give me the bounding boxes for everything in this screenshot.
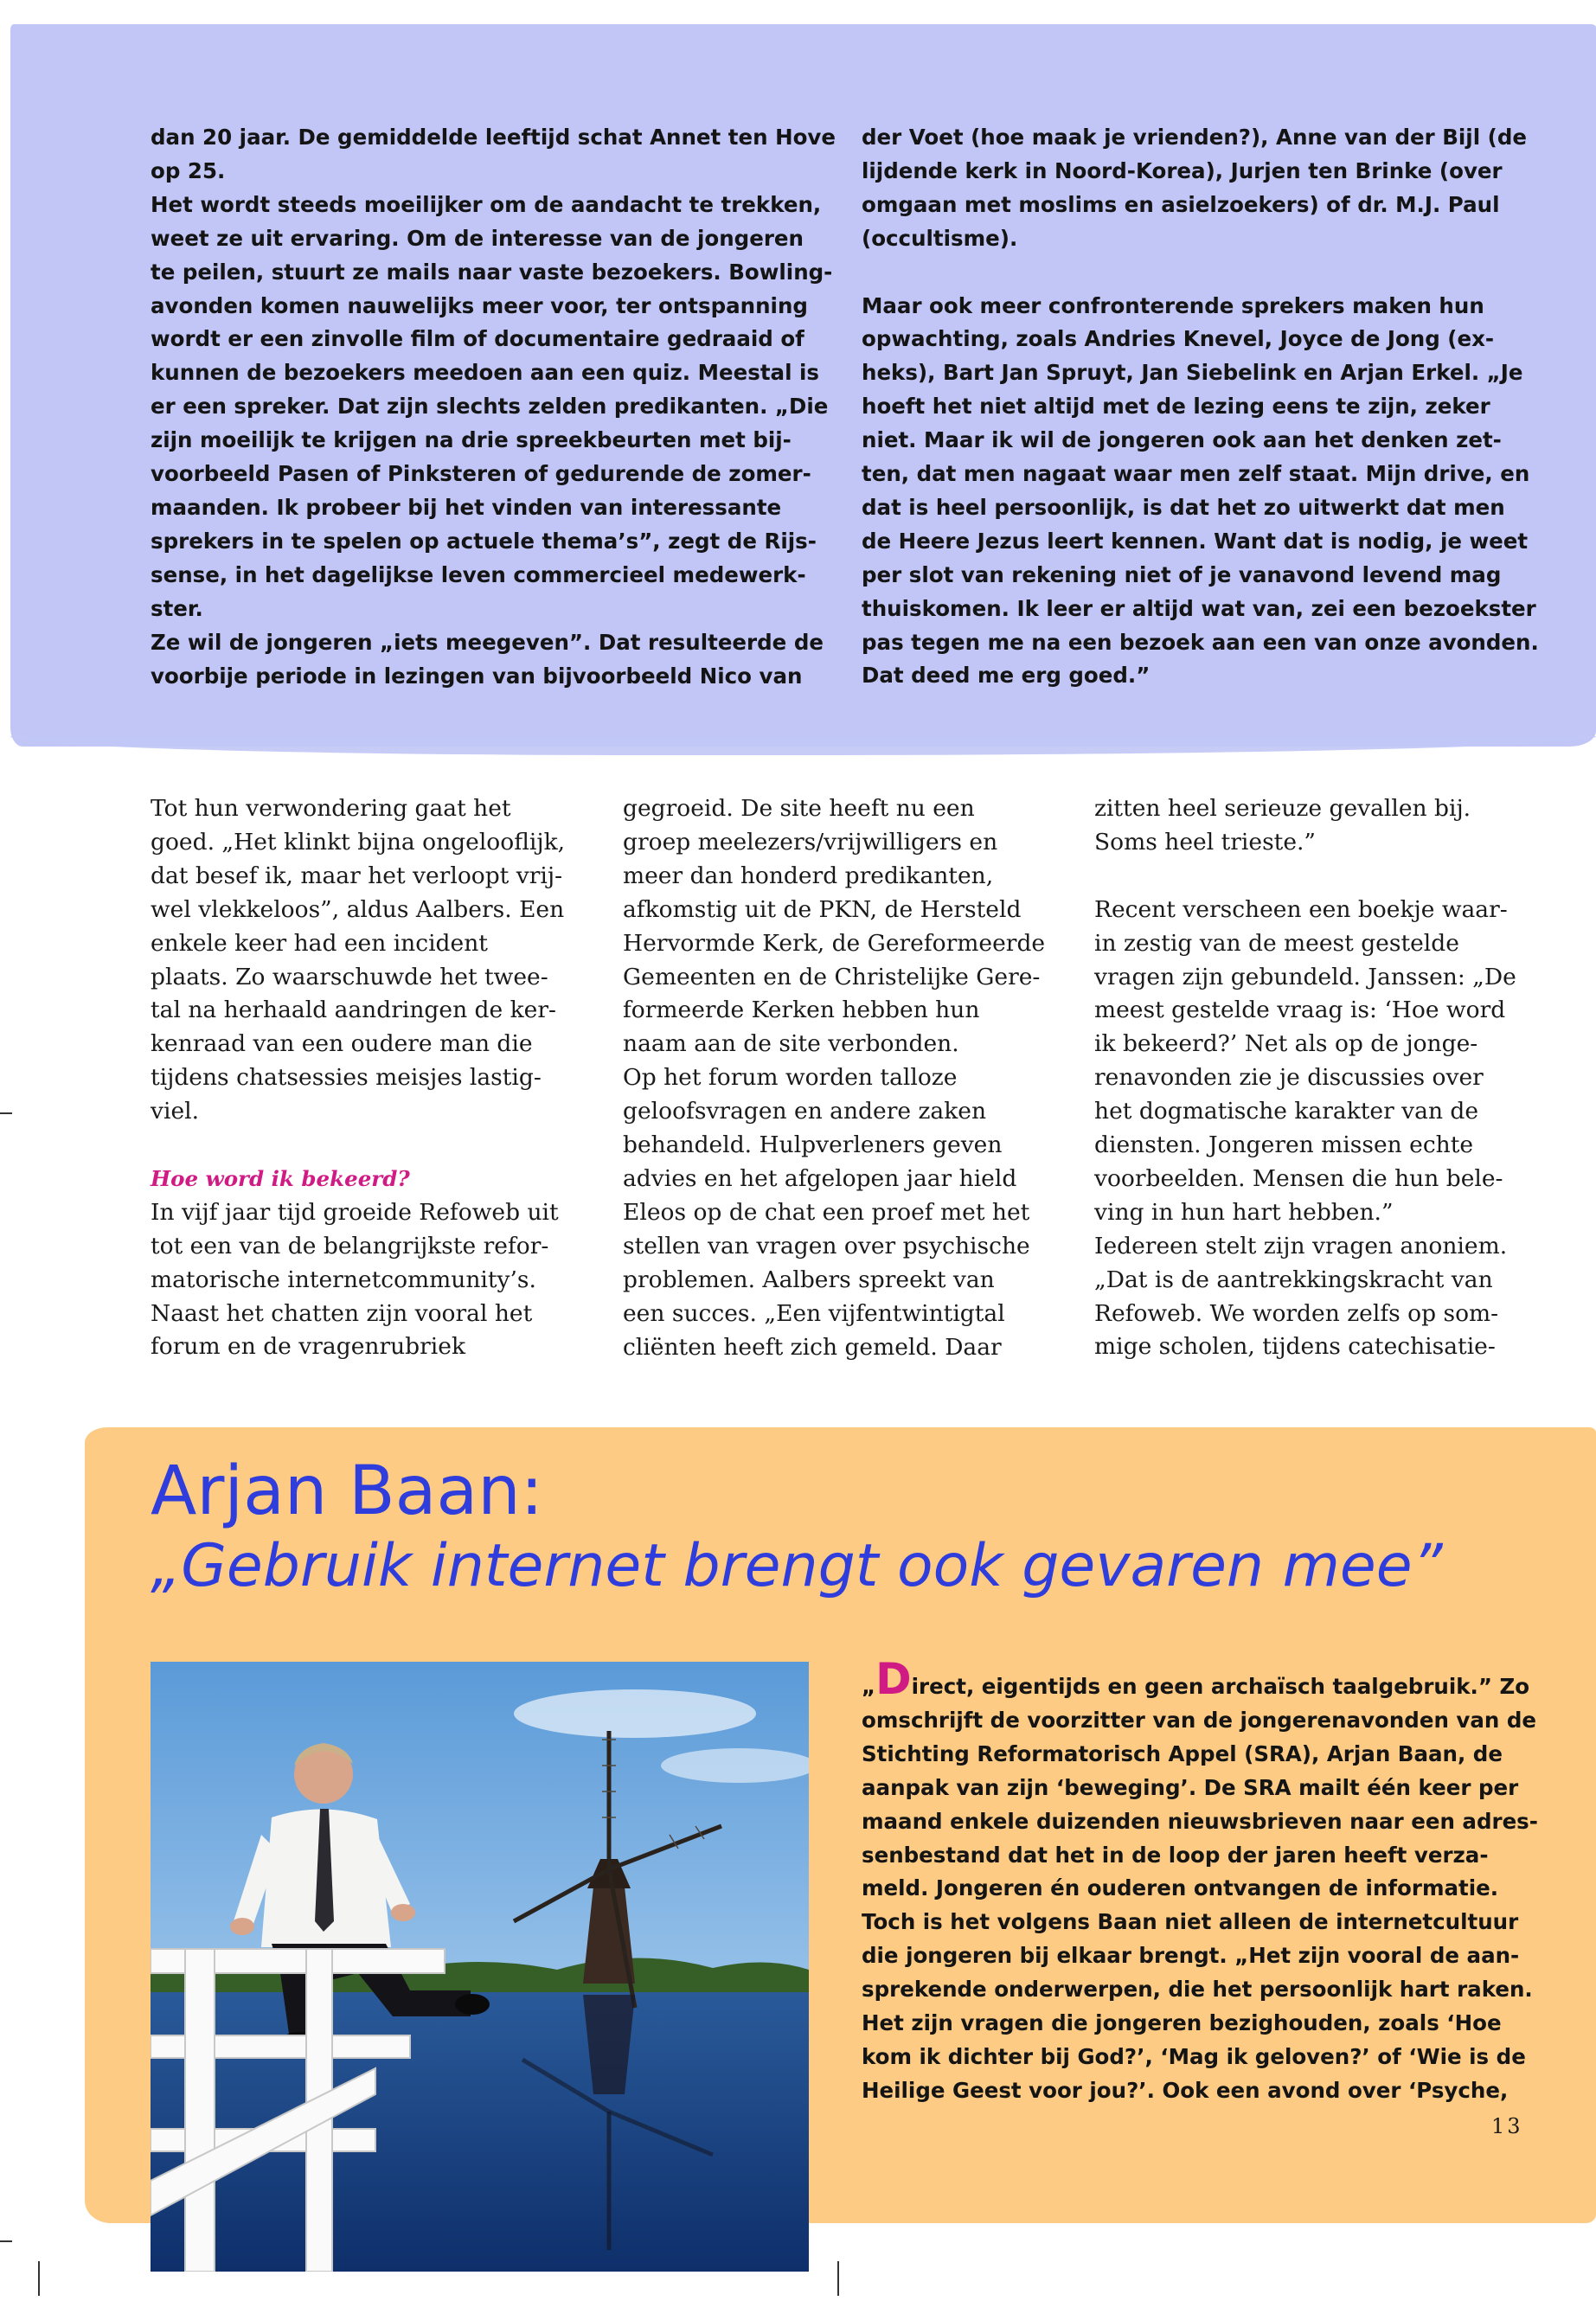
text-line: voorbeeld Pasen of Pinksteren of gedurende de zomer- xyxy=(151,461,811,487)
text-line: kom ik dichter bij God?’, ‘Mag ik geloven?’ of ‘Wie is de xyxy=(862,2043,1526,2069)
text-line: avonden komen nauwelijks meer voor, ter ontspanning xyxy=(151,292,808,318)
text-line: enkele keer had een incident xyxy=(151,929,488,957)
windmill-photo xyxy=(151,1662,809,2272)
text-line: maanden. Ik probeer bij het vinden van interessante xyxy=(151,494,782,520)
text-line: weet ze uit ervaring. Om de interesse van de jongeren xyxy=(151,225,804,251)
text-line: hoeft het niet altijd met de lezing eens te zijn, zeker xyxy=(862,394,1490,420)
text-line: plaats. Zo waarschuwde het twee- xyxy=(151,963,548,990)
text-line: het dogmatische karakter van de xyxy=(1094,1098,1479,1125)
text-line: ster. xyxy=(151,595,203,621)
text-line: Maar ook meer confronterende sprekers maken hun xyxy=(862,292,1484,318)
text-line: sprekende onderwerpen, die het persoonlijk hart raken. xyxy=(862,1977,1533,2003)
text-line: dan 20 jaar. De gemiddelde leeftijd schat Annet ten Hove xyxy=(151,125,836,150)
intro-first-line-rest: irect, eigentijds en geen archaïsch taalgebruik.” Zo xyxy=(911,1674,1530,1699)
text-line: gegroeid. De site heeft nu een xyxy=(623,795,975,822)
top-box-left-column xyxy=(151,121,836,693)
paragraph-gap xyxy=(1094,860,1516,894)
text-line: zitten heel serieuze gevallen bij. xyxy=(1094,795,1471,822)
text-line: te peilen, stuurt ze mails naar vaste bezoekers. Bowling- xyxy=(151,259,833,285)
text-line: tot een van de belangrijkste refor- xyxy=(151,1232,549,1259)
text-line: Iedereen stelt zijn vragen anoniem. xyxy=(1094,1232,1508,1259)
text-line: „Dat is de aantrekkingskracht van xyxy=(1094,1266,1493,1293)
text-line: Refoweb. We worden zelfs op som- xyxy=(1094,1299,1499,1327)
text-line: kenraad van een oudere man die xyxy=(151,1030,533,1058)
text-line: Heilige Geest voor jou?’. Ook een avond over ‘Psyche, xyxy=(862,2077,1509,2103)
text-line: tal na herhaald aandringen de ker- xyxy=(151,997,556,1024)
text-line: meest gestelde vraag is: ‘Hoe word xyxy=(1094,997,1506,1024)
text-line: behandeld. Hulpverleners geven xyxy=(623,1131,1003,1159)
text-line: afkomstig uit de PKN, de Hersteld xyxy=(623,895,1022,923)
feature-subheadline: „Gebruik internet brengt ook gevaren mee” xyxy=(151,1532,1443,1600)
text-line: thuiskomen. Ik leer er altijd wat van, zei een bezoekster xyxy=(862,595,1536,621)
text-line: mige scholen, tijdens catechisatie- xyxy=(1094,1333,1496,1361)
feature-headline: Arjan Baan: xyxy=(151,1452,543,1530)
paragraph-gap xyxy=(862,256,1539,290)
text-line: Recent verscheen een boekje waar- xyxy=(1094,895,1508,923)
intro-open-quote: „ xyxy=(862,1674,876,1699)
page-number: 13 xyxy=(1491,2114,1523,2138)
text-line: ik bekeerd?’ Net als op de jonge- xyxy=(1094,1030,1478,1058)
text-line: geloofsvragen en andere zaken xyxy=(623,1098,987,1125)
text-line: Gemeenten en de Christelijke Gere- xyxy=(623,963,1041,990)
text-line: Eleos op de chat een proef met het xyxy=(623,1198,1030,1226)
text-line: matorische internetcommunity’s. xyxy=(151,1266,536,1293)
text-line: viel. xyxy=(151,1098,200,1125)
text-line: Het zijn vragen die jongeren bezighouden, zoals ‘Hoe xyxy=(862,2010,1502,2036)
text-line: Het wordt steeds moeilijker om de aandacht te trekken, xyxy=(151,191,822,217)
text-line: In vijf jaar tijd groeide Refoweb uit xyxy=(151,1198,559,1226)
text-line: tijdens chatsessies meisjes lastig- xyxy=(151,1064,542,1092)
text-line: een succes. „Een vijfentwintigtal xyxy=(623,1299,1005,1327)
text-line: wordt er een zinvolle film of documentaire gedraaid of xyxy=(151,326,804,352)
text-line: der Voet (hoe maak je vrienden?), Anne van der Bijl (de xyxy=(862,125,1527,150)
text-line: goed. „Het klinkt bijna ongelooflijk, xyxy=(151,828,566,856)
text-line: omgaan met moslims en asielzoekers) of dr. M.J. Paul xyxy=(862,191,1500,217)
text-line: Naast het chatten zijn vooral het xyxy=(151,1299,533,1327)
text-line: formeerde Kerken hebben hun xyxy=(623,997,980,1024)
section-subheading: Hoe word ik bekeerd? xyxy=(151,1165,410,1191)
text-line: problemen. Aalbers spreekt van xyxy=(623,1266,995,1293)
text-line: zijn moeilijk te krijgen na drie spreekbeurten met bij- xyxy=(151,427,792,453)
text-line: in zestig van de meest gestelde xyxy=(1094,929,1459,957)
text-line: de Heere Jezus leert kennen. Want dat is nodig, je weet xyxy=(862,528,1529,554)
text-line: Dat deed me erg goed.” xyxy=(862,663,1151,689)
text-line: lijdende kerk in Noord-Korea), Jurjen ten Brinke (over xyxy=(862,157,1503,183)
top-box-right-column xyxy=(862,121,1539,693)
text-line: vragen zijn gebundeld. Janssen: „De xyxy=(1094,963,1516,990)
paragraph-gap xyxy=(151,1129,565,1163)
text-line: stellen van vragen over psychische xyxy=(623,1232,1030,1259)
drop-cap: D xyxy=(875,1654,912,1704)
text-line: Stichting Reformatorisch Appel (SRA), Arjan Baan, de xyxy=(862,1740,1503,1766)
crop-mark-left xyxy=(0,1112,12,1114)
feature-intro-text xyxy=(862,1654,1538,2108)
text-line: voorbije periode in lezingen van bijvoorbeeld Nico van xyxy=(151,663,803,689)
text-line: naam aan de site verbonden. xyxy=(623,1030,959,1058)
text-line: renavonden zie je discussies over xyxy=(1094,1064,1484,1092)
text-line: groep meelezers/vrijwilligers en xyxy=(623,828,998,856)
text-line: advies en het afgelopen jaar hield xyxy=(623,1164,1017,1192)
text-line: sprekers in te spelen op actuele thema’s”, zegt de Rijs- xyxy=(151,528,817,554)
text-line: Ze wil de jongeren „iets meegeven”. Dat resulteerde de xyxy=(151,629,824,655)
text-line: sense, in het dagelijkse leven commercieel medewerk- xyxy=(151,561,806,587)
text-line: ten, dat men nagaat waar men zelf staat. Mijn drive, en xyxy=(862,461,1530,487)
text-line: diensten. Jongeren missen echte xyxy=(1094,1131,1474,1159)
text-line: Hervormde Kerk, de Gereformeerde xyxy=(623,929,1046,957)
text-line: ving in hun hart hebben.” xyxy=(1094,1198,1394,1226)
text-line: niet. Maar ik wil de jongeren ook aan het denken zet- xyxy=(862,427,1502,453)
article-column-1 xyxy=(151,792,565,1364)
article-column-2 xyxy=(623,792,1045,1364)
text-line: die jongeren bij elkaar brengt. „Het zijn vooral de aan- xyxy=(862,1943,1520,1969)
feature-intro-first-line xyxy=(862,1654,1538,1704)
text-line: wel vlekkeloos”, aldus Aalbers. Een xyxy=(151,895,565,923)
article-column-3 xyxy=(1094,792,1516,1364)
text-line: heks), Bart Jan Spruyt, Jan Siebelink en Arjan Erkel. „Je xyxy=(862,360,1523,386)
text-line: maand enkele duizenden nieuwsbrieven naar een adres- xyxy=(862,1808,1538,1834)
text-line: Toch is het volgens Baan niet alleen de internetcultuur xyxy=(862,1909,1519,1935)
text-line: senbestand dat het in de loop der jaren heeft verza- xyxy=(862,1842,1489,1868)
crop-mark-bottom-left xyxy=(38,2261,40,2296)
text-line: kunnen de bezoekers meedoen aan een quiz. Meestal is xyxy=(151,360,819,386)
text-line: er een spreker. Dat zijn slechts zelden predikanten. „Die xyxy=(151,394,829,420)
text-line: Tot hun verwondering gaat het xyxy=(151,795,511,822)
crop-mark-left-bottom xyxy=(0,2240,12,2242)
crop-mark-bottom-center xyxy=(837,2261,839,2296)
text-line: forum en de vragenrubriek xyxy=(151,1333,466,1361)
text-line: per slot van rekening niet of je vanavond levend mag xyxy=(862,561,1502,587)
text-line: dat besef ik, maar het verloopt vrij- xyxy=(151,862,563,889)
text-line: dat is heel persoonlijk, is dat het zo uitwerkt dat men xyxy=(862,494,1505,520)
text-line: cliënten heeft zich gemeld. Daar xyxy=(623,1333,1002,1361)
text-line: voorbeelden. Mensen die hun bele- xyxy=(1094,1164,1503,1192)
text-line: op 25. xyxy=(151,157,226,183)
text-line: pas tegen me na een bezoek aan een van onze avonden. xyxy=(862,629,1539,655)
text-line: Op het forum worden talloze xyxy=(623,1064,958,1092)
text-line: (occultisme). xyxy=(862,225,1018,251)
text-line: meer dan honderd predikanten, xyxy=(623,862,994,889)
text-line: Soms heel trieste.” xyxy=(1094,828,1316,856)
text-line: aanpak van zijn ‘beweging’. De SRA mailt één keer per xyxy=(862,1774,1519,1800)
text-line: meld. Jongeren én ouderen ontvangen de informatie. xyxy=(862,1875,1499,1901)
text-line: opwachting, zoals Andries Knevel, Joyce de Jong (ex- xyxy=(862,326,1495,352)
text-line: omschrijft de voorzitter van de jongerenavonden van de xyxy=(862,1707,1537,1733)
